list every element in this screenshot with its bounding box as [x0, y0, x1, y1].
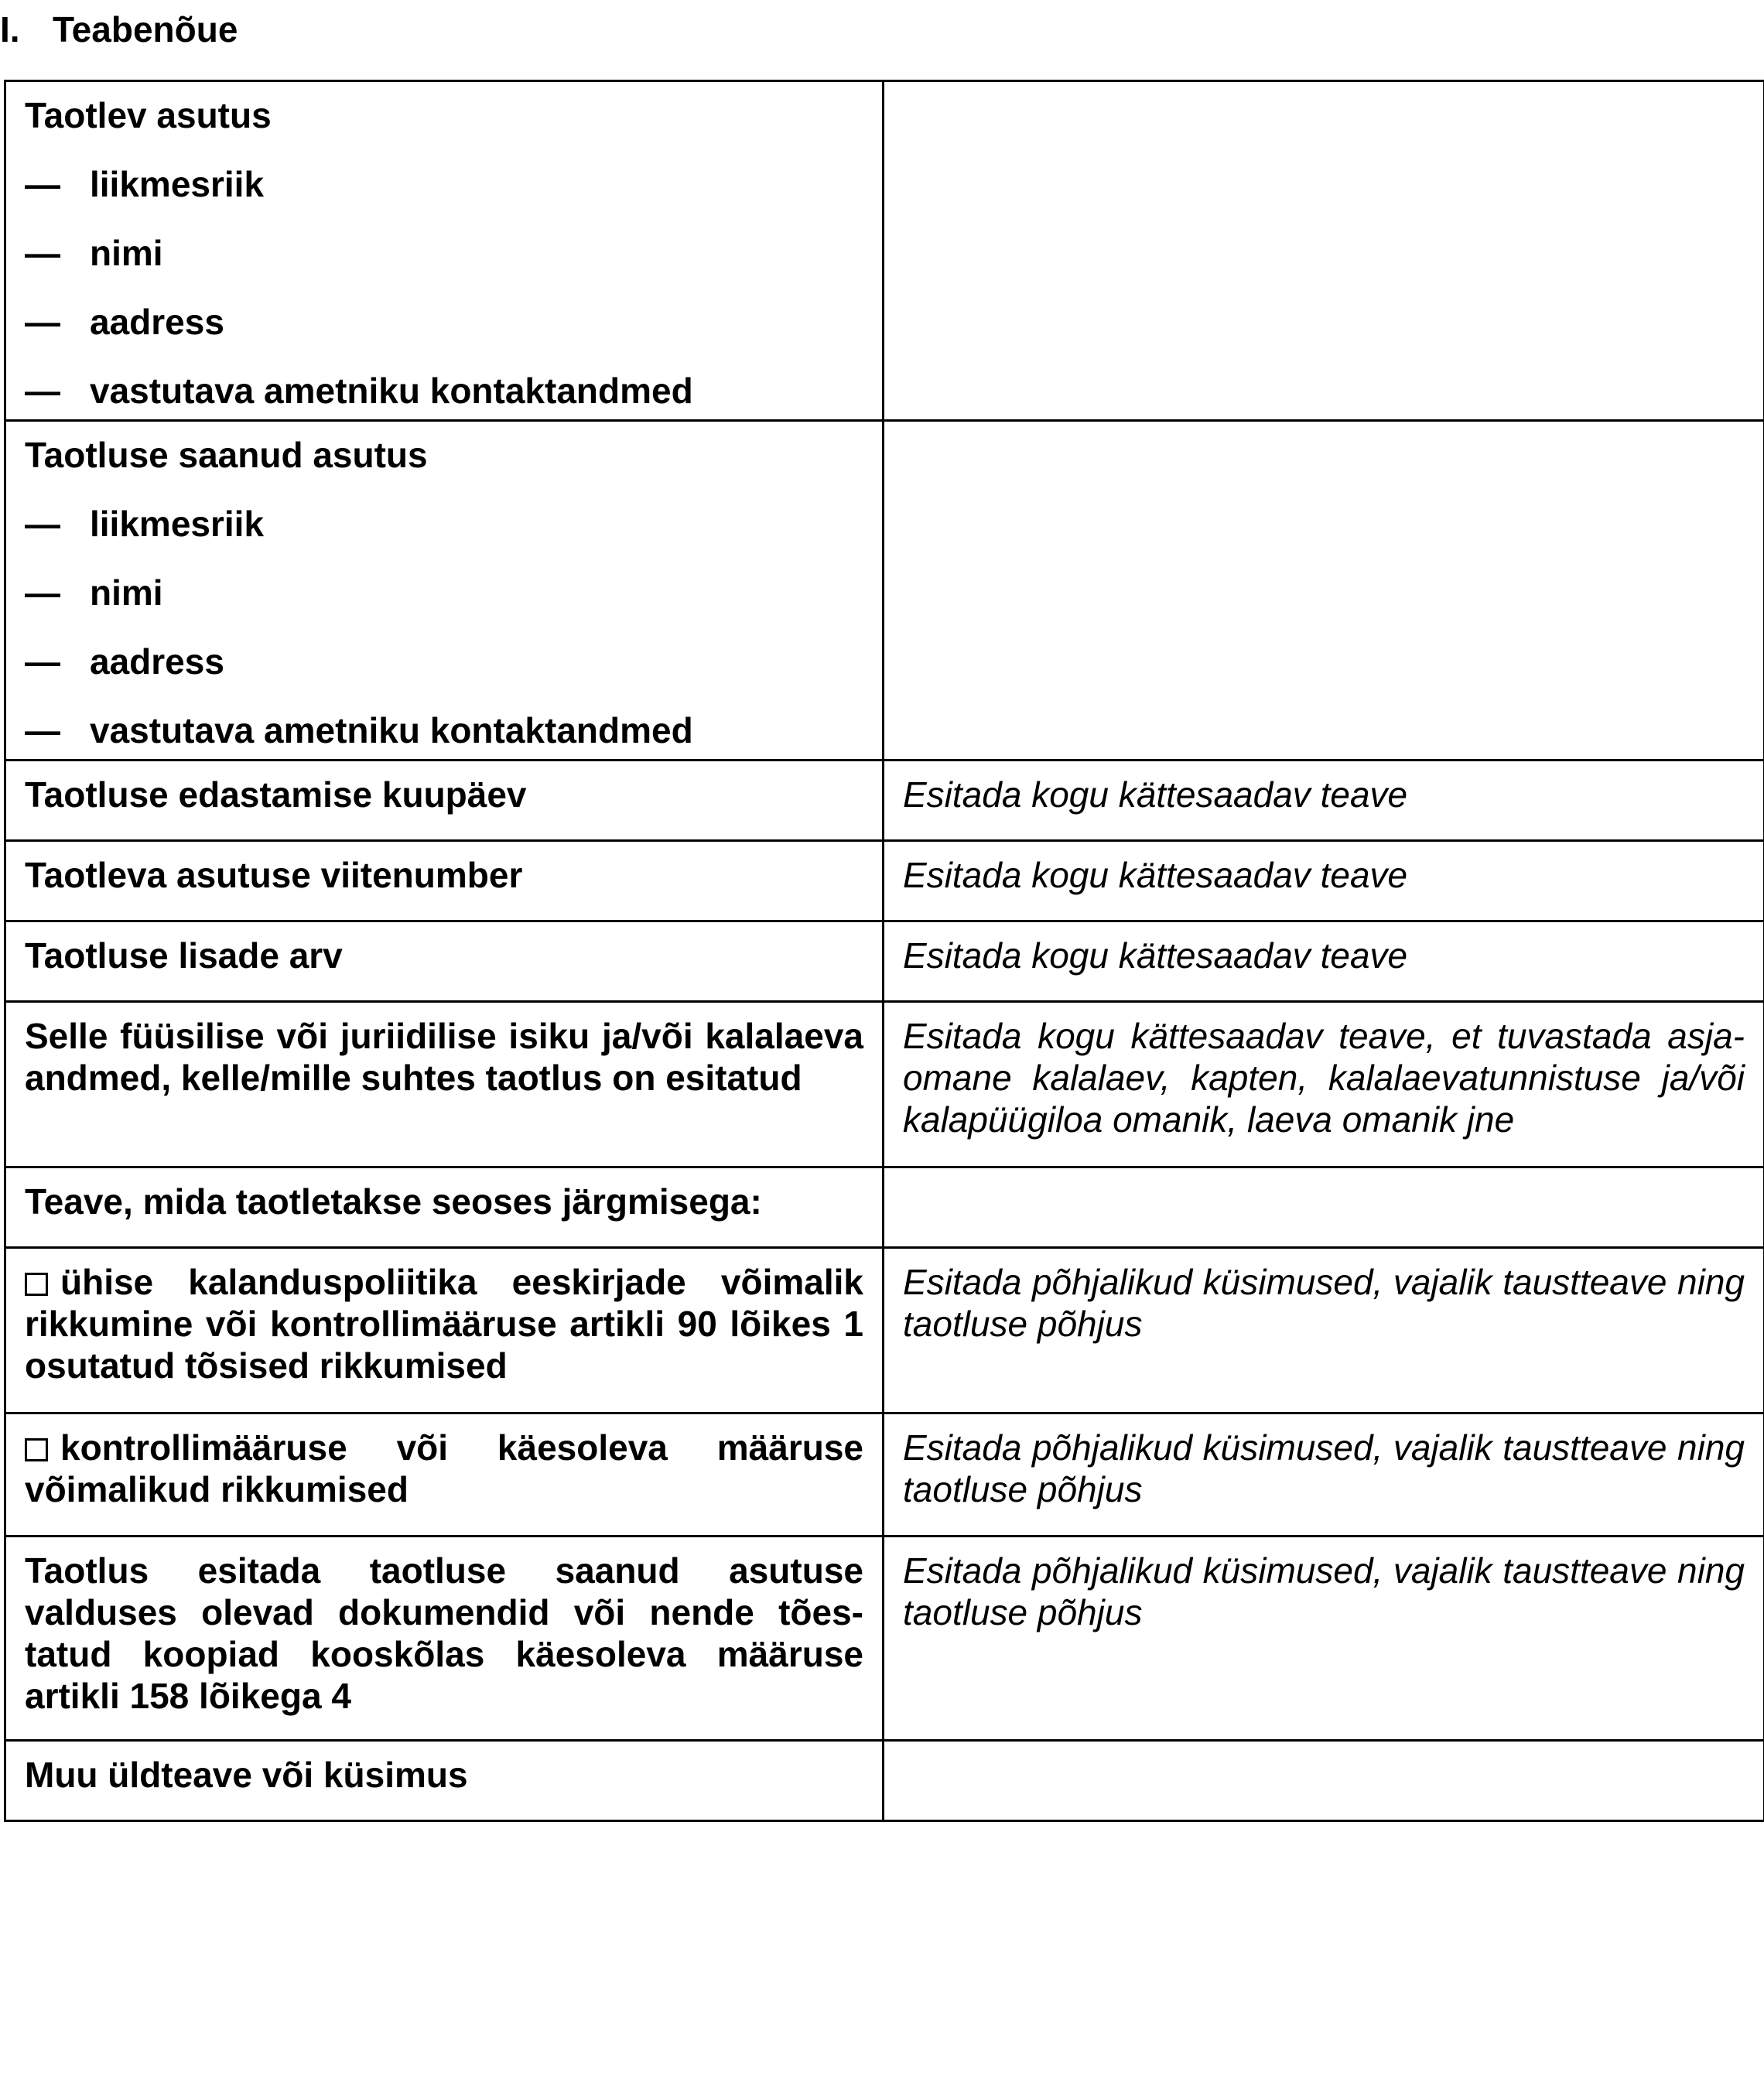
label-cell: Taotleva asutuse viitenumber — [5, 841, 884, 921]
dash-marker: — — [25, 371, 60, 411]
value-cell[interactable]: Esitada põhjalikud küsimused, vajalik taustteave ning taotluse põhjus — [884, 1248, 1764, 1413]
value-cell[interactable] — [884, 81, 1764, 421]
label-cell: Muu üldteave või küsimus — [5, 1741, 884, 1821]
checkbox-control-regulation-infringement[interactable] — [25, 1438, 48, 1461]
list-item — [25, 503, 863, 545]
table-row-transmission-date — [5, 761, 1764, 841]
label-cell: Taotluse lisade arv — [5, 921, 884, 1002]
value-cell[interactable] — [884, 421, 1764, 761]
table-row-other-information — [5, 1741, 1764, 1821]
label-cell: Selle füüsilise või juriidilise isiku ja/või kalalaeva andmed, kelle/mille suhtes taotlus on esitatud — [5, 1002, 884, 1167]
dash-marker: — — [25, 504, 60, 544]
dash-marker: — — [25, 302, 60, 342]
table-row-requested-authority — [5, 421, 1764, 761]
checkbox-label: kontrollimääruse või käesoleva määruse võimalikud rikkumised — [25, 1427, 863, 1509]
list-item-text: aadress — [90, 641, 224, 682]
list-item — [25, 301, 863, 343]
value-cell[interactable]: Esitada kogu kättesaadav teave — [884, 761, 1764, 841]
section-number: I. — [0, 9, 20, 50]
list-item — [25, 572, 863, 614]
list-item — [25, 232, 863, 274]
label-cell — [5, 1248, 884, 1413]
list-item-text: aadress — [90, 302, 224, 342]
value-cell[interactable]: Esitada kogu kättesaadav teave — [884, 841, 1764, 921]
table-row-reference-number — [5, 841, 1764, 921]
section-heading — [0, 8, 238, 51]
cell-title: Taotlev asutus — [25, 95, 272, 135]
dash-list — [25, 163, 863, 412]
table-row-subject-details — [5, 1002, 1764, 1167]
list-item — [25, 163, 863, 205]
list-item-text: nimi — [90, 573, 163, 613]
checkbox-cfp-infringement[interactable] — [25, 1273, 48, 1296]
value-cell[interactable]: Esitada põhjalikud küsimused, vajalik taustteave ning taotluse põhjus — [884, 1537, 1764, 1741]
label-cell — [5, 1413, 884, 1537]
list-item — [25, 370, 863, 412]
checkbox-label: ühise kalanduspoliitika eeskirjade võimalik rikkumine või kontrollimääruse artikli 90 lõikes 1 osutatud tõsised rikkumised — [25, 1262, 863, 1386]
value-cell[interactable]: Esitada kogu kättesaadav teave, et tuvastada asjaomane kalalaev, kapten, kalalaevatunnistuse ja/või kalapüügiloa omanik, laeva omanik jne — [884, 1002, 1764, 1167]
information-request-table — [4, 80, 1764, 1822]
table-row-information-requested — [5, 1167, 1764, 1248]
list-item-text: nimi — [90, 233, 163, 273]
list-item-text: vastutava ametniku kontaktandmed — [90, 710, 693, 750]
list-item — [25, 709, 863, 751]
list-item-text: liikmesriik — [90, 164, 265, 204]
label-cell — [5, 81, 884, 421]
dash-marker: — — [25, 233, 60, 273]
value-cell[interactable] — [884, 1167, 1764, 1248]
label-cell: Teave, mida taotletakse seoses järgmisega: — [5, 1167, 884, 1248]
label-cell — [5, 421, 884, 761]
table-row-control-regulation-infringement — [5, 1413, 1764, 1537]
table-row-documents-request — [5, 1537, 1764, 1741]
dash-marker: — — [25, 164, 60, 204]
value-cell[interactable] — [884, 1741, 1764, 1821]
list-item — [25, 641, 863, 682]
dash-list — [25, 503, 863, 751]
list-item-text: liikmesriik — [90, 504, 265, 544]
section-title: Teabenõue — [53, 9, 238, 50]
cell-title: Taotluse saanud asutus — [25, 435, 428, 475]
dash-marker: — — [25, 573, 60, 613]
list-item-text: vastutava ametniku kontaktandmed — [90, 371, 693, 411]
dash-marker: — — [25, 641, 60, 682]
label-cell: Taotlus esitada taotluse saanud asutuse valduses olevad dokumendid või nende tõestatud koopiad kooskõlas käesoleva määruse artikli 158 lõikega 4 — [5, 1537, 884, 1741]
label-cell: Taotluse edastamise kuupäev — [5, 761, 884, 841]
dash-marker: — — [25, 710, 60, 750]
value-cell[interactable]: Esitada põhjalikud küsimused, vajalik taustteave ning taotluse põhjus — [884, 1413, 1764, 1537]
value-cell[interactable]: Esitada kogu kättesaadav teave — [884, 921, 1764, 1002]
table-row-annex-count — [5, 921, 1764, 1002]
table-row-requesting-authority — [5, 81, 1764, 421]
table-row-cfp-infringement — [5, 1248, 1764, 1413]
